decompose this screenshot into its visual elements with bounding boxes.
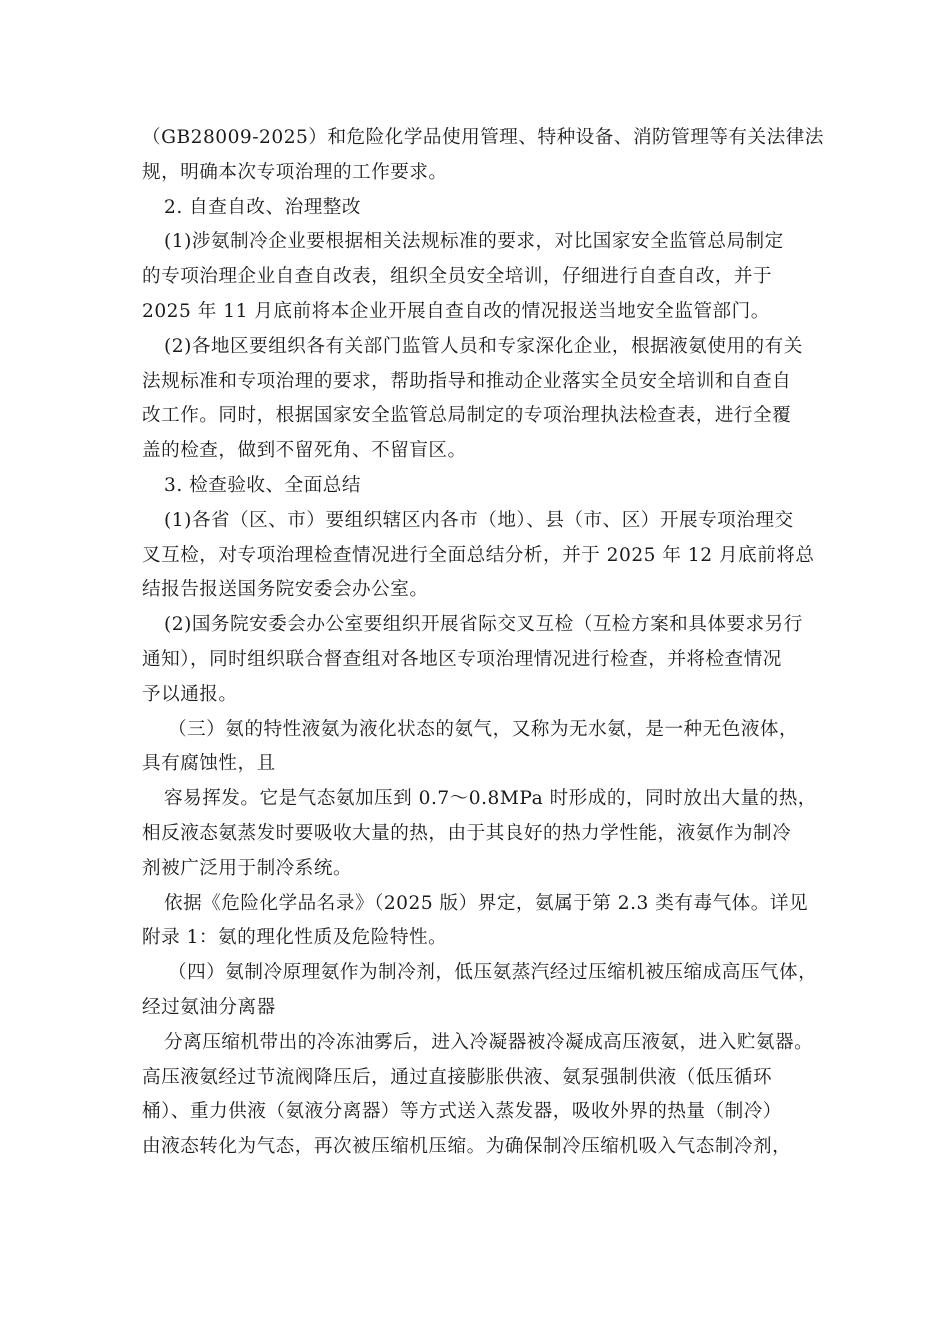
text-line: 由液态转化为气态，再次被压缩机压缩。为确保制冷压缩机吸入气态制冷剂， xyxy=(142,1136,792,1158)
text-line: 附录 1：氨的理化性质及危险特性。 xyxy=(142,927,448,949)
text-line: 予以通报。 xyxy=(142,683,238,705)
text-line: 2025 年 11 月底前将本企业开展自查自改的情况报送当地安全监管部门。 xyxy=(142,300,770,322)
text-line: 剂被广泛用于制冷系统。 xyxy=(142,857,353,879)
text-line: 分离压缩机带出的冷冻油雾后，进入冷凝器被冷凝成高压液氨，进入贮氨器。 xyxy=(164,1031,814,1053)
section-heading: （四）氨制冷原理氨作为制冷剂，低压氨蒸汽经过压缩机被压缩成高压气体， xyxy=(168,962,818,984)
section-heading: （三）氨的特性液氨为液化状态的氨气，又称为无水氨，是一种无色液体， xyxy=(168,718,799,740)
text-line: 容易挥发。它是气态氨加压到 0.7～0.8MPa 时形成的，同时放出大量的热， xyxy=(164,788,817,810)
text-line: （GB28009-2025）和危险化学品使用管理、特种设备、消防管理等有关法律法 xyxy=(142,127,824,148)
text-line: 法规标准和专项治理的要求，帮助指导和推动企业落实全员安全培训和自查自 xyxy=(142,370,792,392)
text-line: 的专项治理企业自查自改表，组织全员安全培训，仔细进行自查自改，并于 xyxy=(142,266,773,288)
text-line: 改工作。同时，根据国家安全监管总局制定的专项治理执法检查表，进行全覆 xyxy=(142,405,792,427)
text-line: (1)各省（区、市）要组织辖区内各市（地）、县（市、区）开展专项治理交 xyxy=(164,509,794,531)
section-heading: 2. 自查自改、治理整改 xyxy=(164,196,361,218)
text-line: 盖的检查，做到不留死角、不留盲区。 xyxy=(142,440,467,462)
text-line: 高压液氨经过节流阀降压后，通过直接膨胀供液、氨泵强制供液（低压循环 xyxy=(142,1066,773,1088)
text-line: (2)各地区要组织各有关部门监管人员和专家深化企业，根据液氨使用的有关 xyxy=(164,335,803,357)
text-line: 通知），同时组织联合督查组对各地区专项治理情况进行检查，并将检查情况 xyxy=(142,648,782,670)
text-line: 结报告报送国务院安委会办公室。 xyxy=(142,579,429,601)
text-line: 经过氨油分离器 xyxy=(142,996,276,1018)
text-line: (1)涉氨制冷企业要根据相关法规标准的要求，对比国家安全监管总局制定 xyxy=(164,231,784,253)
text-line: 桶）、重力供液（氨液分离器）等方式送入蒸发器，吸收外界的热量（制冷） xyxy=(142,1101,782,1123)
text-line: 相反液态氨蒸发时要吸收大量的热，由于其良好的热力学性能，液氨作为制冷 xyxy=(142,822,792,844)
text-line: 具有腐蚀性，且 xyxy=(142,753,276,775)
text-line: 依据《危险化学品名录》（2025 版）界定，氨属于第 2.3 类有毒气体。详见 xyxy=(164,892,809,914)
section-heading: 3. 检查验收、全面总结 xyxy=(164,474,361,496)
text-line: (2)国务院安委会办公室要组织开展省际交叉互检（互检方案和具体要求另行 xyxy=(164,614,803,636)
text-line: 叉互检，对专项治理检查情况进行全面总结分析，并于 2025 年 12 月底前将总 xyxy=(142,544,815,566)
text-line: 规，明确本次专项治理的工作要求。 xyxy=(142,161,448,183)
document-body xyxy=(142,121,824,1165)
